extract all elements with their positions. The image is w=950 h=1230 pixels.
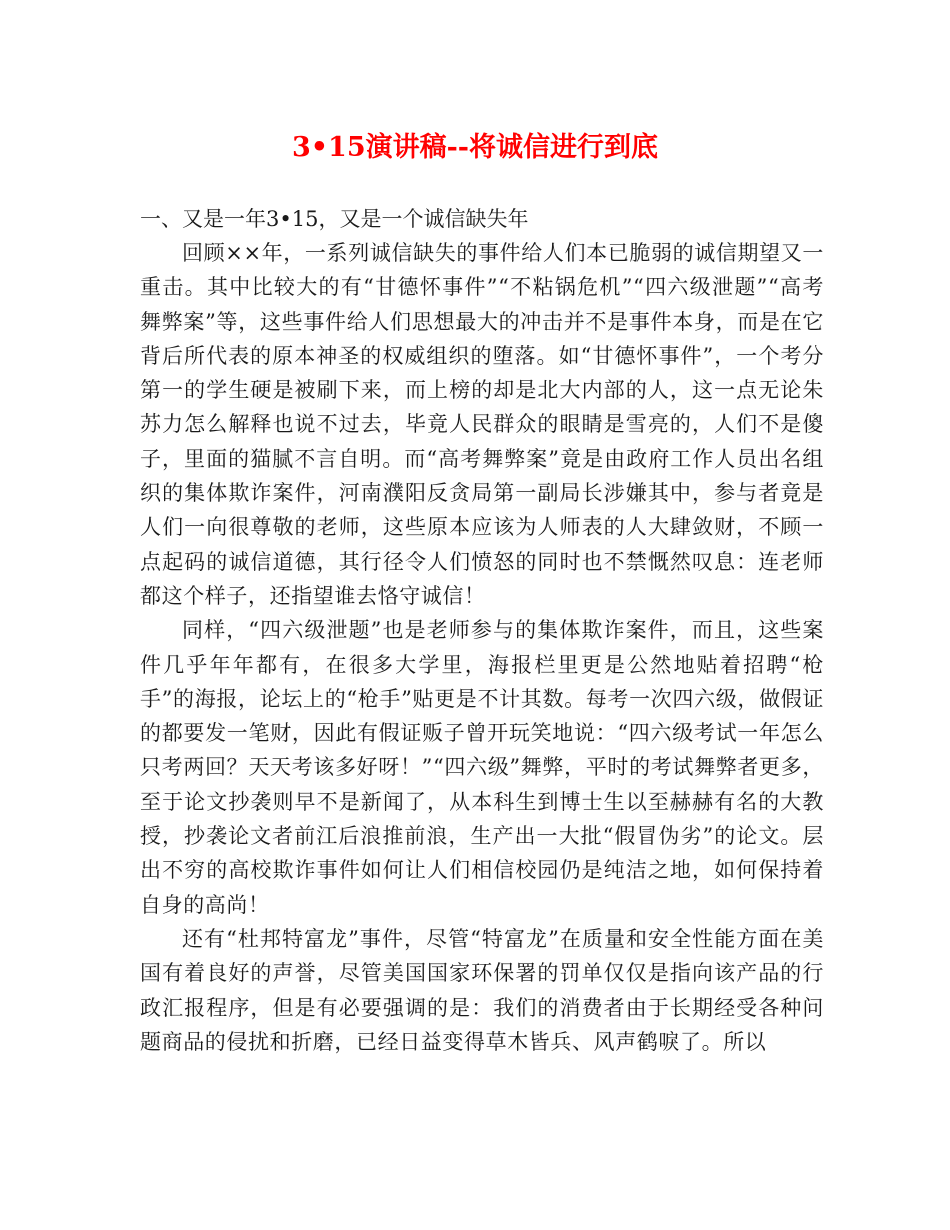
paragraph: 同样，“四六级泄题”也是老师参与的集体欺诈案件，而且，这些案件几乎年年都有，在很多大学里，海报栏里更是公然地贴着招聘“枪手”的海报，论坛上的“枪手”贴更是不计其数。每考一次四六级，做假证的都要发一笔财，因此有假证贩子曾开玩笑地说：“四六级考试一年怎么只考两回？天天考该多好呀！”“四六级”舞弊，平时的考试舞弊者更多，至于论文抄袭则早不是新闻了，从本科生到博士生以至赫赫有名的大教授，抄袭论文者前江后浪推前浪，生产出一大批“假冒伪劣”的论文。层出不穷的高校欺诈事件如何让人们相信校园仍是纯洁之地，如何保持着自身的高尚！ <box>140 618 824 917</box>
document-body <box>140 202 824 1059</box>
paragraph: 回顾××年，一系列诚信缺失的事件给人们本已脆弱的诚信期望又一重击。其中比较大的有“甘德怀事件”“不粘锅危机”“四六级泄题”“高考舞弊案”等，这些事件给人们思想最大的冲击并不是事件本身，而是在它背后所代表的原本神圣的权威组织的堕落。如“甘德怀事件”，一个考分第一的学生硬是被刷下来，而上榜的却是北大内部的人，这一点无论朱苏力怎么解释也说不过去，毕竟人民群众的眼睛是雪亮的，人们不是傻子，里面的猫腻不言自明。而“高考舞弊案”竟是由政府工作人员出名组织的集体欺诈案件，河南濮阳反贪局第一副局长涉嫌其中，参与者竟是人们一向很尊敬的老师，这些原本应该为人师表的人大肆敛财，不顾一点起码的诚信道德，其行径令人们愤怒的同时也不禁慨然叹息：连老师都这个样子，还指望谁去恪守诚信！ <box>140 241 824 608</box>
section-heading: 一、又是一年3•15，又是一个诚信缺失年 <box>140 207 529 231</box>
paragraph: 还有“杜邦特富龙”事件，尽管“特富龙”在质量和安全性能方面在美国有着良好的声誉，尽管美国国家环保署的罚单仅仅是指向该产品的行政汇报程序，但是有必要强调的是：我们的消费者由于长期经受各种问题商品的侵扰和折磨，已经日益变得草木皆兵、风声鹤唳了。所以 <box>140 926 824 1054</box>
document-title: 3•15演讲稿--将诚信进行到底 <box>291 132 659 163</box>
